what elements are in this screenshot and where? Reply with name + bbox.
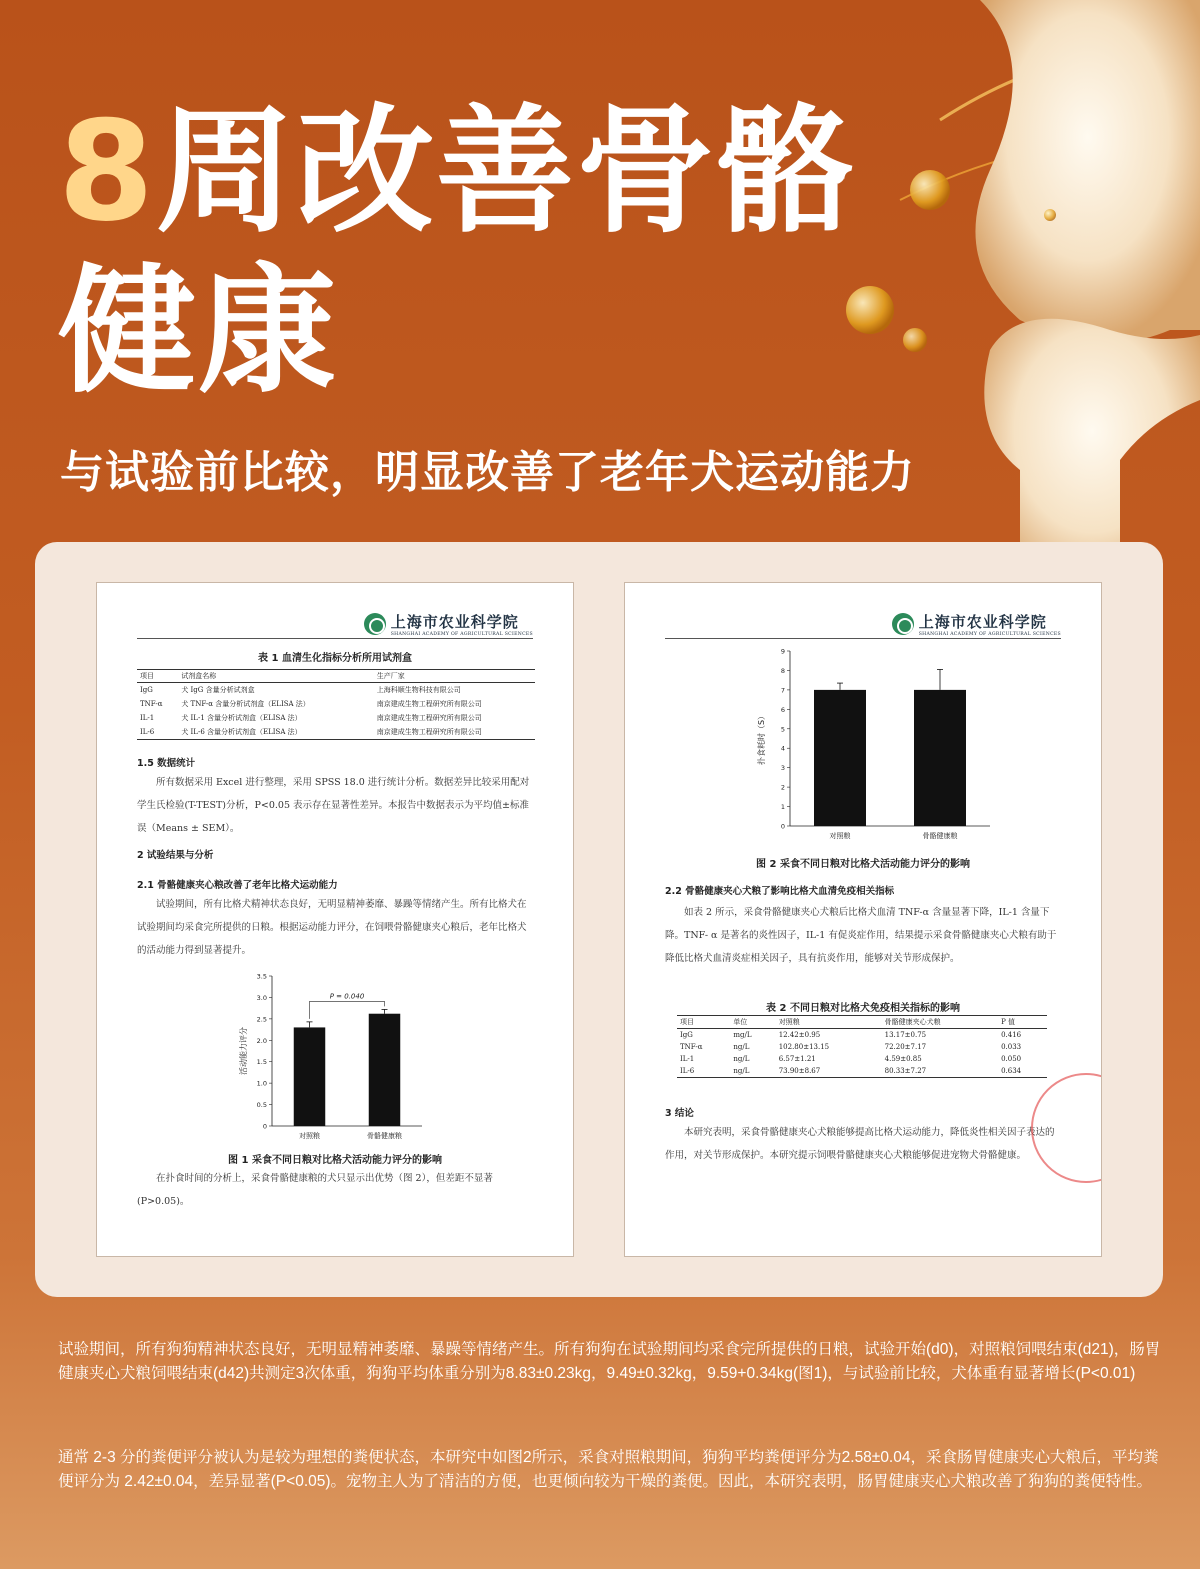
y-tick-label: 0 — [262, 1122, 267, 1131]
table1-cell: 犬 IgG 含量分析试剂盒 — [181, 686, 255, 694]
y-tick-label: 4 — [780, 744, 785, 753]
table1-cell: 南京建成生物工程研究所有限公司 — [376, 700, 482, 708]
y-tick-label: 2.0 — [256, 1036, 267, 1045]
y-tick-label: 3.5 — [256, 972, 267, 981]
section-3: 3 结论 — [665, 1108, 694, 1119]
summary-weight: 试验期间，所有狗狗精神状态良好，无明显精神萎靡、暴躁等情绪产生。所有狗狗在试验期间均采食完所提供的日粮，试验开始(d0)，对照粮饲喂结束(d21)，肠胃健康夹心犬粮饲喂结束(d42)共测定3次体重，狗狗平均体重分别为8.83±0.23kg，9.49±0.32kg，9.59+0.34kg(图1)，与试验前比较，犬体重有显著增长(P<0.01) — [58, 1341, 1161, 1382]
table2-cell: 0.050 — [1001, 1055, 1022, 1063]
y-tick-label: 8 — [780, 666, 785, 675]
table1-cell: 上海科顺生物科技有限公司 — [376, 686, 461, 694]
table2-row — [677, 1041, 1047, 1053]
table2-row — [677, 1029, 1047, 1042]
table2-cell: 13.17±0.75 — [884, 1031, 927, 1039]
y-tick-label: 1 — [780, 803, 785, 812]
figure2-caption: 图 2 采食不同日粮对比格犬活动能力评分的影响 — [756, 859, 970, 870]
table1-row — [137, 711, 535, 725]
x-tick-label: 对照粮 — [829, 832, 851, 840]
table2-header-cell: 项目 — [677, 1016, 730, 1029]
y-tick-label: 5 — [780, 725, 785, 734]
institution-header — [892, 611, 1061, 637]
institution-name-en: SHANGHAI ACADEMY OF AGRICULTURAL SCIENCES — [390, 632, 533, 637]
table2-row — [677, 1053, 1047, 1065]
table1-row — [137, 683, 535, 698]
table2-header-cell: 骨骼健康夹心犬粮 — [882, 1016, 998, 1029]
table2 — [677, 1015, 1047, 1078]
table2-cell: IL-1 — [680, 1055, 695, 1063]
table1-cell: IL-6 — [140, 728, 155, 736]
summary-stool: 通常 2-3 分的粪便评分被认为是较为理想的粪便状态，本研究中如图2所示，采食对照粮期间，狗狗平均粪便评分为2.58±0.04，采食肠胃健康夹心大粮后，平均粪便评分为 2.42±0.04，差异显著(P<0.05)。宠物主人为了清洁的方便，也更倾向较为干燥的粪便。因此，本研究表明，肠胃健康夹心犬粮改善了狗狗的粪便特性。 — [58, 1449, 1159, 1490]
table1-cell: IL-1 — [140, 714, 155, 722]
table1-cell: 犬 IL-1 含量分析试剂盒（ELISA 法） — [181, 714, 302, 722]
table2-header-cell: P 值 — [998, 1016, 1047, 1029]
header-rule — [137, 638, 533, 639]
y-tick-label: 0 — [780, 822, 785, 831]
table2-cell: 80.33±7.27 — [884, 1067, 927, 1075]
bar — [914, 690, 966, 826]
report-card — [35, 542, 1163, 1297]
bar — [814, 690, 866, 826]
y-tick-label: 6 — [780, 705, 785, 714]
report-page-1 — [96, 582, 574, 1257]
table1-header-cell: 试剂盒名称 — [178, 670, 373, 683]
institution-name: 上海市农业科学院 — [390, 613, 519, 631]
table2-cell: 0.416 — [1001, 1031, 1022, 1039]
table1-caption: 表 1 血清生化指标分析所用试剂盒 — [258, 653, 412, 664]
table1-cell: 犬 IL-6 含量分析试剂盒（ELISA 法） — [181, 728, 302, 736]
table1-cell: 南京建成生物工程研究所有限公司 — [376, 728, 482, 736]
section-2-2-text: 如表 2 所示，采食骨骼健康夹心犬粮后比格犬血清 TNF-α 含量显著下降，IL-1 含量下降。TNF- α 是著名的炎性因子，IL-1 有促炎症作用，结果提示采食骨骼健康夹心犬粮有助于降低比格犬血清炎症相关因子，具有抗炎作用，能够对关节形成保护。 — [665, 907, 1057, 964]
table2-cell: 6.57±1.21 — [778, 1055, 816, 1063]
y-tick-label: 1.0 — [256, 1079, 267, 1088]
table1 — [137, 669, 535, 740]
table1-header-cell: 项目 — [137, 670, 178, 683]
y-tick-label: 0.5 — [256, 1101, 267, 1110]
x-tick-label: 对照粮 — [299, 1132, 320, 1140]
table2-cell: ng/L — [733, 1055, 750, 1063]
table1-header-cell: 生产厂家 — [374, 670, 535, 683]
table2-cell: 72.20±7.17 — [884, 1043, 927, 1051]
institution-header — [364, 611, 533, 637]
section-2: 2 试验结果与分析 — [137, 850, 214, 861]
significance-label: P = 0.040 — [329, 992, 365, 1001]
table1-cell: IgG — [140, 686, 153, 694]
institution-name: 上海市农业科学院 — [918, 613, 1047, 631]
table2-cell: 4.59±0.85 — [884, 1055, 922, 1063]
y-tick-label: 7 — [780, 686, 785, 695]
section-3-text: 本研究表明，采食骨骼健康夹心犬粮能够提高比格犬运动能力，降低炎性相关因子表达的作用，对关节形成保护。本研究提示饲喂骨骼健康夹心犬粮能够促进宠物犬骨骼健康。 — [665, 1127, 1055, 1161]
y-axis-label: 扑食耗时（S） — [757, 711, 766, 766]
y-tick-label: 2.5 — [256, 1015, 267, 1024]
x-tick-label: 骨骼健康粮 — [367, 1132, 402, 1140]
table2-cell: IgG — [680, 1031, 693, 1039]
x-tick-label: 骨骼健康粮 — [922, 832, 958, 840]
headline-line2: 健康 — [58, 251, 339, 412]
table1-row — [137, 725, 535, 740]
institution-name-en: SHANGHAI ACADEMY OF AGRICULTURAL SCIENCES — [918, 632, 1061, 637]
table1-row — [137, 697, 535, 711]
institution-logo-icon — [892, 613, 914, 635]
section-2-2: 2.2 骨骼健康夹心犬粮了影响比格犬血清免疫相关指标 — [665, 886, 895, 897]
table2-cell: TNF-α — [680, 1043, 703, 1051]
table2-header-cell: 单位 — [730, 1016, 775, 1029]
table2-cell: ng/L — [733, 1067, 750, 1075]
y-tick-label: 2 — [780, 783, 785, 792]
figure-2 — [745, 645, 1005, 850]
headline — [58, 92, 918, 412]
table2-cell: ng/L — [733, 1043, 750, 1051]
figure-1 — [232, 968, 442, 1148]
table1-cell: 南京建成生物工程研究所有限公司 — [376, 714, 482, 722]
bar — [369, 1014, 401, 1126]
table1-cell: TNF-α — [140, 700, 163, 708]
table2-cell: 0.634 — [1001, 1067, 1022, 1075]
section-2-1: 2.1 骨骼健康夹心粮改善了老年比格犬运动能力 — [137, 880, 338, 891]
table2-cell: mg/L — [733, 1031, 752, 1039]
table2-cell: IL-6 — [680, 1067, 695, 1075]
table2-cell: 73.90±8.67 — [778, 1067, 821, 1075]
table1-cell: 犬 TNF-α 含量分析试剂盒（ELISA 法） — [181, 700, 310, 708]
table2-caption: 表 2 不同日粮对比格犬免疫相关指标的影响 — [766, 1003, 960, 1014]
y-tick-label: 3 — [780, 764, 785, 773]
header-rule — [665, 638, 1061, 639]
table2-cell: 0.033 — [1001, 1043, 1022, 1051]
table2-header-cell: 对照粮 — [776, 1016, 882, 1029]
table2-cell: 12.42±0.95 — [778, 1031, 821, 1039]
headline-number: 8 — [58, 91, 157, 252]
section-2-1-text: 试验期间，所有比格犬精神状态良好，无明显精神萎靡、暴躁等情绪产生。所有比格犬在试验期间均采食完所提供的日粮。根据运动能力评分，在饲喂骨骼健康夹心粮后，老年比格犬的活动能力得到显著提升。 — [137, 899, 527, 956]
section-1-5: 1.5 数据统计 — [137, 758, 196, 769]
y-tick-label: 3.0 — [256, 993, 267, 1002]
y-axis-label: 活动能力评分 — [239, 1027, 248, 1075]
bar — [294, 1027, 326, 1126]
institution-logo-icon — [364, 613, 386, 635]
subtitle: 与试验前比较，明显改善了老年犬运动能力 — [60, 447, 915, 498]
table2-cell: 102.80±13.15 — [778, 1043, 830, 1051]
figure1-caption: 图 1 采食不同日粮对比格犬活动能力评分的影响 — [228, 1155, 442, 1166]
section-1-5-text: 所有数据采用 Excel 进行整理，采用 SPSS 18.0 进行统计分析。数据差异比较采用配对学生氏检验(T-TEST)分析，P<0.05 表示存在显著性差异。本报告中数据表示为平均值±标准误（Means ± SEM）。 — [137, 777, 530, 834]
y-tick-label: 9 — [780, 647, 785, 656]
headline-line1: 周改善骨骼 — [156, 91, 857, 252]
figure1-followup-text: 在扑食时间的分析上，采食骨骼健康粮的犬只显示出优势（图 2），但差距不显著(P>0.05)。 — [137, 1173, 493, 1207]
report-page-2 — [624, 582, 1102, 1257]
table2-row — [677, 1065, 1047, 1078]
y-tick-label: 1.5 — [256, 1058, 267, 1067]
